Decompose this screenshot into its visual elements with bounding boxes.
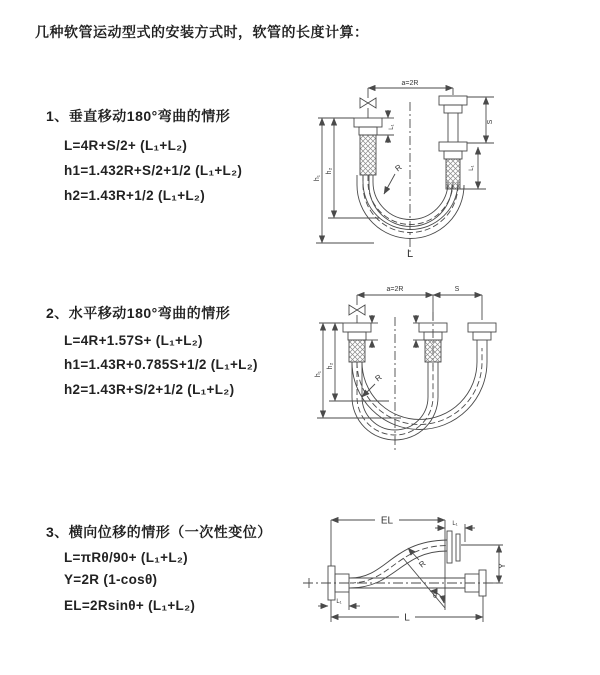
d2-label-h2: h₂ <box>327 362 334 370</box>
d2-label-a2r: a=2R <box>386 286 404 293</box>
section-2-formula-1: L=4R+1.57S+ (L₁+L₂) <box>64 333 203 348</box>
d2-middle-pipe <box>419 323 447 362</box>
section-1-heading: 1、垂直移动180°弯曲的情形 <box>46 108 231 124</box>
diagram-lateral-displacement <box>295 498 600 633</box>
d2-label-r: R <box>373 372 384 384</box>
page-title: 几种软管运动型式的安装方式时，软管的长度计算： <box>35 24 369 40</box>
d3-centerline <box>303 578 500 588</box>
d1-left-pipe <box>354 118 382 175</box>
diagram-vertical-180-bend <box>308 66 593 261</box>
d3-label-l: L <box>404 612 410 624</box>
d2-hose-wide-u <box>352 348 487 430</box>
d1-hose-upper-position <box>363 175 458 230</box>
d1-label-l1-left: L₁ <box>389 124 395 130</box>
section-2-formula-2: h1=1.43R+0.785S+1/2 (L₁+L₂) <box>64 357 258 372</box>
d2-right-pipe <box>468 323 496 348</box>
d2-label-h1: h₁ <box>315 370 322 378</box>
d3-dimension-lines <box>318 520 503 622</box>
d3-label-l1-top: L₁ <box>452 521 458 527</box>
section-3-formula-2: Y=2R (1-cosθ) <box>64 572 158 587</box>
d3-label-el: EL <box>380 515 394 527</box>
d3-displaced-flange <box>447 531 460 563</box>
d1-right-pipe <box>439 96 467 189</box>
d1-label-a2r: a=2R <box>401 80 419 87</box>
d2-dimension-lines <box>317 295 482 418</box>
d3-label-l1-left: L₁ <box>336 599 342 605</box>
section-3-heading: 3、横向位移的情形（一次性变位） <box>46 524 272 540</box>
section-3-formula-3: EL=2Rsinθ+ (L₁+L₂) <box>64 598 196 613</box>
d1-label-s: S <box>487 119 494 125</box>
d2-valve-icon <box>349 305 365 323</box>
section-1-formula-1: L=4R+S/2+ (L₁+L₂) <box>64 138 188 153</box>
d1-dimension-lines <box>316 88 494 243</box>
d1-label-h2: h₂ <box>326 167 333 175</box>
section-1-formula-2: h1=1.432R+S/2+1/2 (L₁+L₂) <box>64 163 243 178</box>
d1-valve-icon <box>360 98 376 118</box>
section-2-heading: 2、水平移动180°弯曲的情形 <box>46 305 231 321</box>
d3-label-theta: θ <box>433 593 437 600</box>
d1-label-r: R <box>393 162 404 174</box>
section-2-formula-3: h2=1.43R+S/2+1/2 (L₁+L₂) <box>64 382 235 397</box>
d3-label-y: Y <box>498 563 507 569</box>
d1-label-l: L <box>406 248 414 260</box>
d2-label-s: S <box>454 286 460 293</box>
d3-curved-hose <box>350 540 447 588</box>
section-3-formula-1: L=πRθ/90+ (L₁+L₂) <box>64 550 188 565</box>
diagram-horizontal-180-bend <box>305 272 600 467</box>
d1-label-l1-right: L₁ <box>469 165 475 171</box>
d1-label-h1: h₁ <box>314 174 321 182</box>
section-1-formula-3: h2=1.43R+1/2 (L₁+L₂) <box>64 188 206 203</box>
d2-left-pipe <box>343 323 371 362</box>
d3-label-r: R <box>417 558 428 570</box>
